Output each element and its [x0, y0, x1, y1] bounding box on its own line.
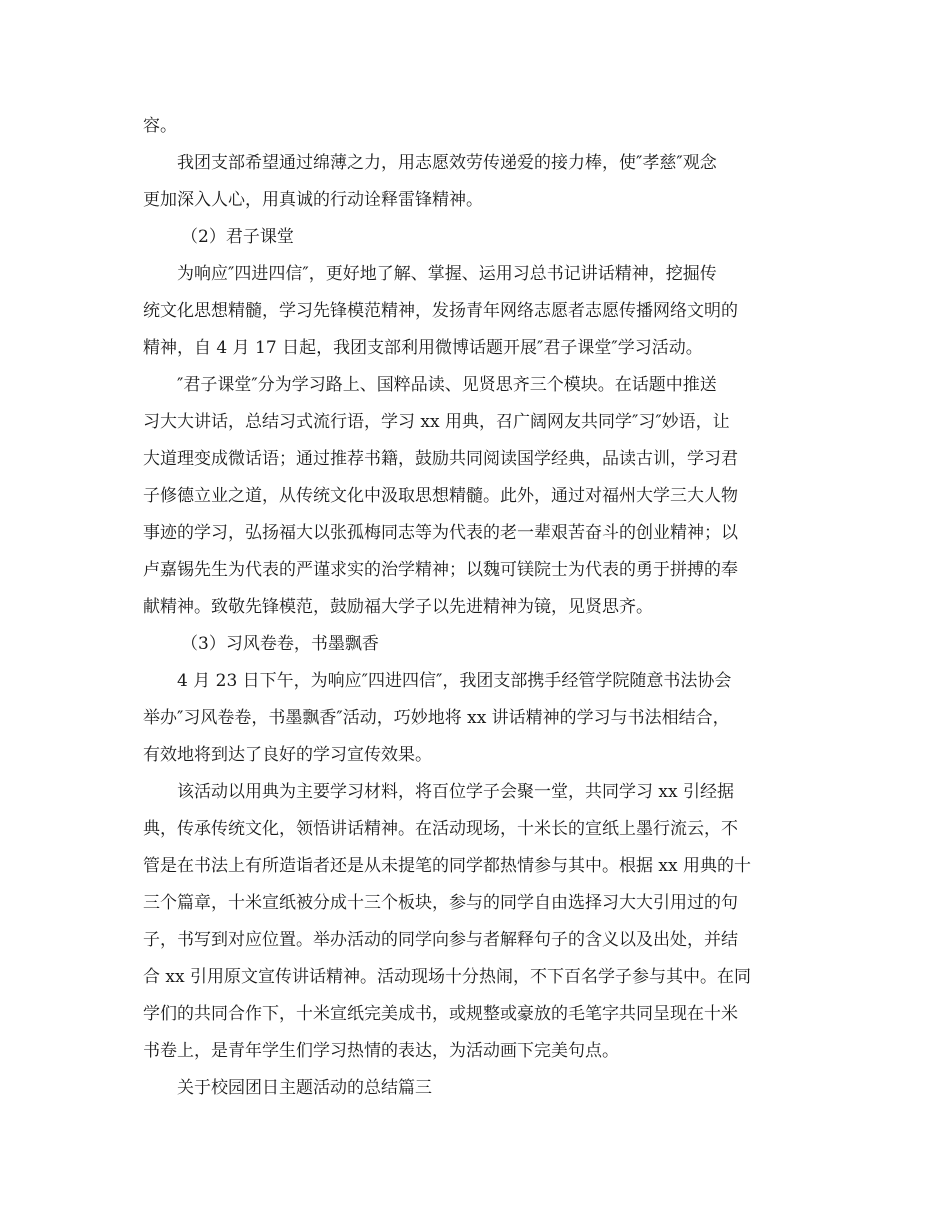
paragraph-junzi-intro: 为响应″四进四信″，更好地了解、掌握、运用习总书记讲话精神，挖掘传 统文化思想精髓，学习先锋模范精神，发扬青年网络志愿者志愿传播网络文明的 精神，自 4 月 17 日起，我团支部利用微博话题开展″君子课堂″学习活动。 — [143, 264, 738, 358]
paragraph-filial-piety: 我团支部希望通过绵薄之力，用志愿效劳传递爱的接力棒，使″孝慈″观念 更加深入人心，用真诚的行动诠释雷锋精神。 — [143, 153, 717, 210]
section-heading-calligraphy: （3）习风卷卷，书墨飘香 — [181, 634, 379, 654]
paragraph-calligraphy-detail: 该活动以用典为主要学习材料，将百位学子会聚一堂，共同学习 xx 引经据 典，传承传统文化，领悟讲话精神。在活动现场，十米长的宣纸上墨行流云，不 管是在书法上有所造诣者还是从未提笔的同学都热情参与其中。根据 xx 用典的十 三个篇章，十米宣纸被分成十三个板块，参与的同学自由选择习大大引用过的句 子，书写到对应位置。举办活动的同学向参与者解释句子的含义以及出处，并结 合 xx 引用原文宣传讲话精神。活动现场十分热闹，不下百名学子参与其中。在同 学们的共同合作下，十米宣纸完美成书，或规整或豪放的毛笔字共同呈现在十米 书卷上，是青年学生们学习热情的表达，为活动画下完美句点。 — [143, 782, 751, 1061]
paragraph-continuation: 容。 — [143, 116, 177, 136]
paragraph-calligraphy-intro: 4 月 23 日下午，为响应″四进四信″，我团支部携手经管学院随意书法协会 举办″习风卷卷，书墨飘香″活动，巧妙地将 xx 讲话精神的学习与书法相结合， 有效地将到达了良好的学习宣传效果。 — [143, 671, 732, 765]
paragraph-junzi-modules: ″君子课堂″分为学习路上、国粹品读、见贤思齐三个模块。在话题中推送 习大大讲话，总结习式流行语，学习 xx 用典，召广阔网友共同学″习″妙语，让 大道理变成微话语；通过推荐书籍，鼓励共同阅读国学经典，品读古训，学习君 子修德立业之道，从传统文化中汲取思想精髓。此外，通过对福州大学三大人物 事迹的学习，弘扬福大以张孤梅同志等为代表的老一辈艰苦奋斗的创业精神；以 卢嘉锡先生为代表的严谨求实的治学精神；以魏可镁院士为代表的勇于拼搏的奉 献精神。致敬先锋模范，鼓励福大学子以先进精神为镜，见贤思齐。 — [143, 375, 738, 617]
section-heading-junzi-classroom: （2）君子课堂 — [181, 227, 294, 247]
paragraph-part-three-title: 关于校园团日主题活动的总结篇三 — [177, 1078, 432, 1098]
